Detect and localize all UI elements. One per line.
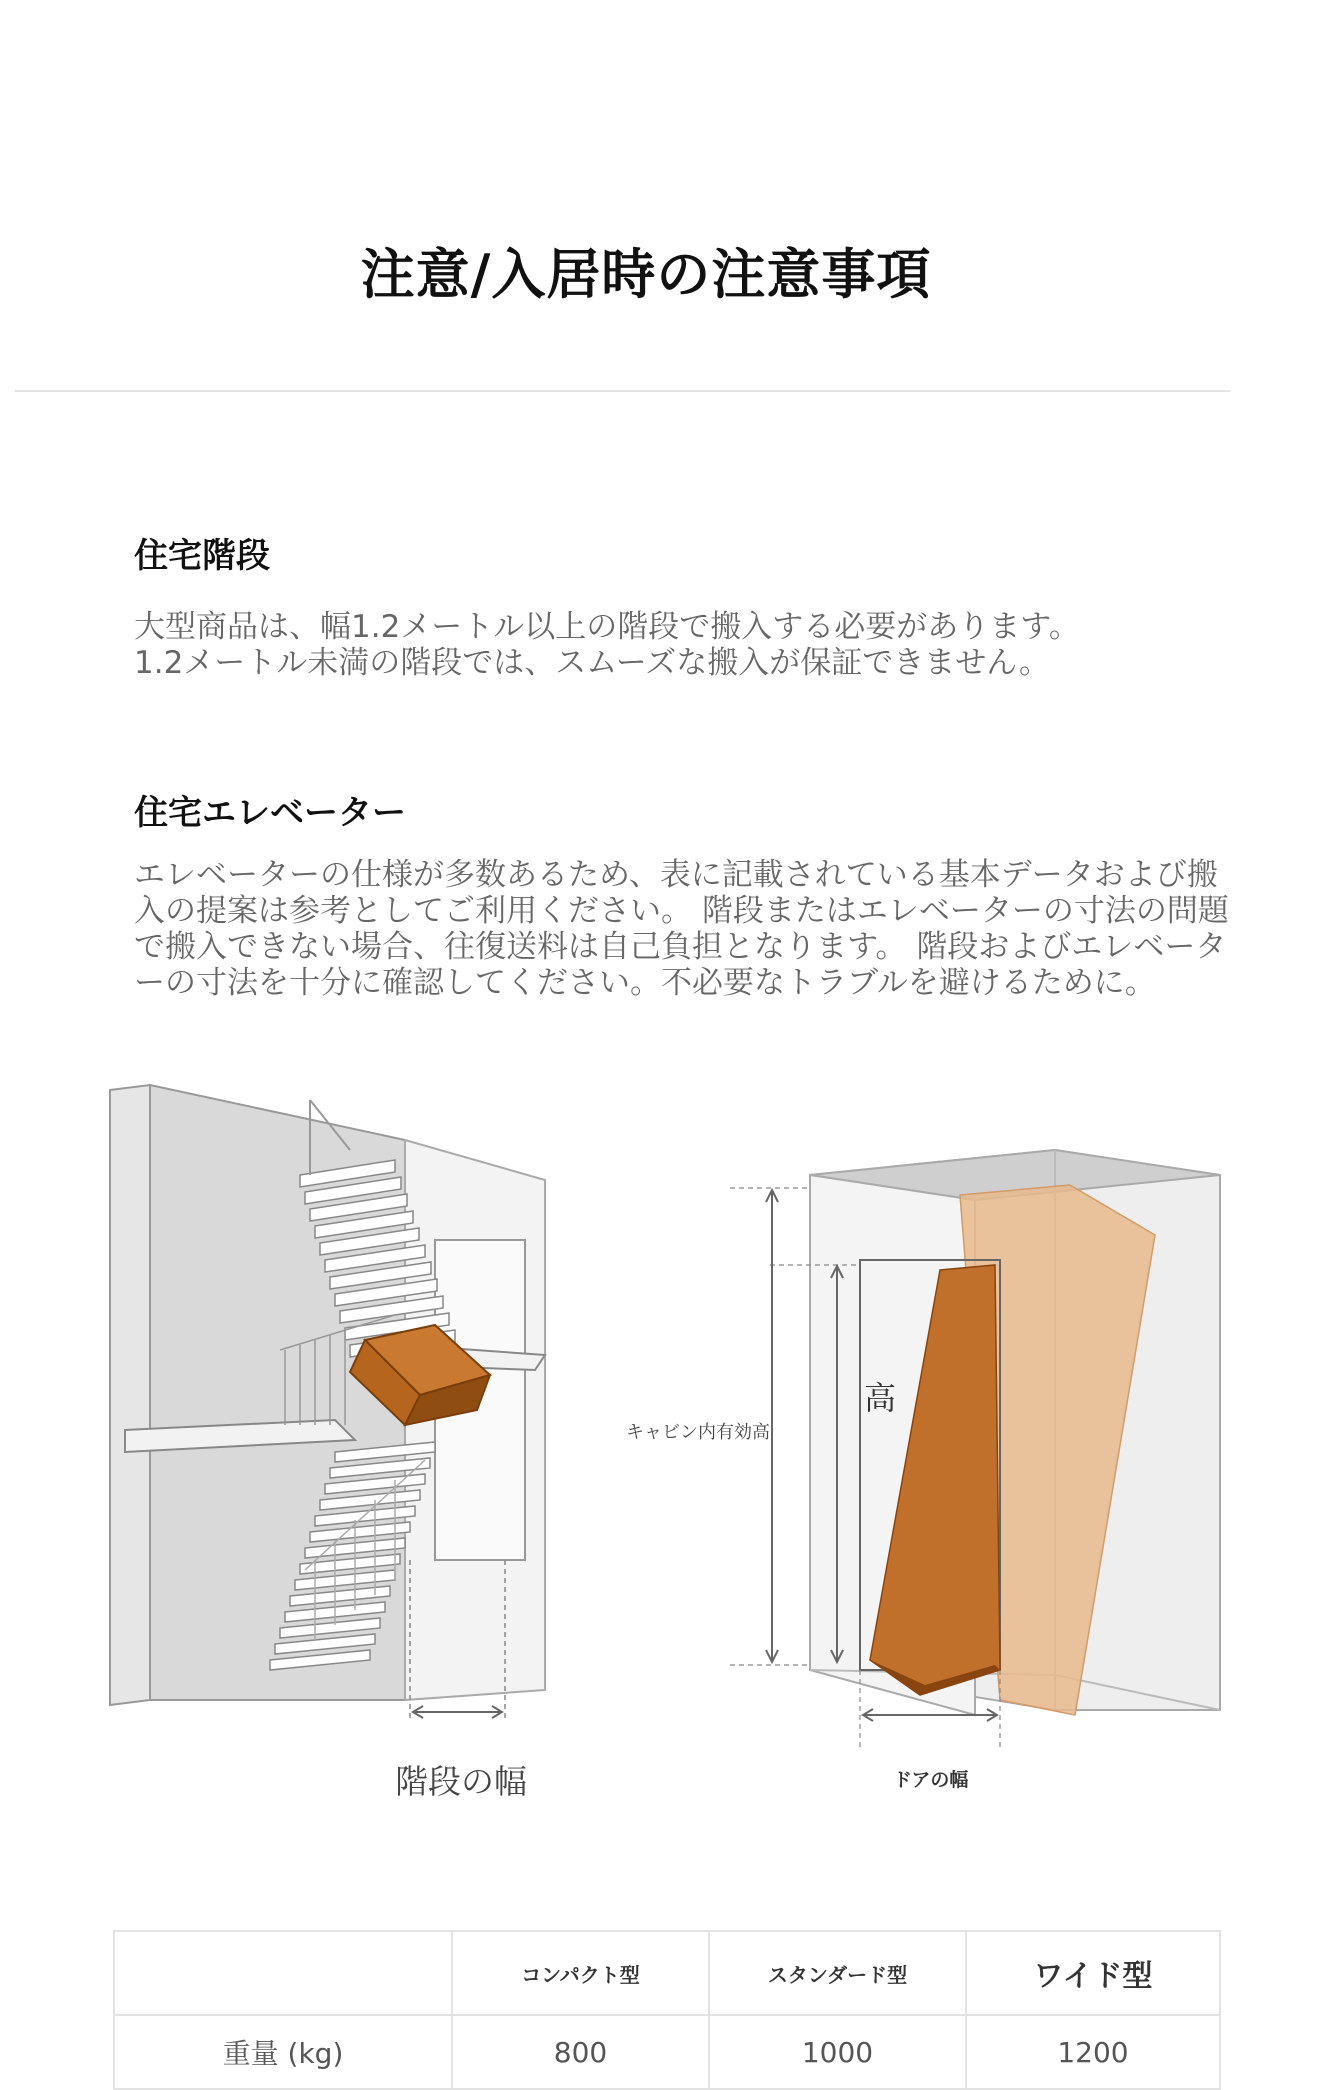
elevator-illustration xyxy=(730,1140,1240,1760)
elevator-line: 入の提案は参考としてご利用ください。 階段またはエレベーターの寸法の問題 xyxy=(134,893,1229,929)
title-divider xyxy=(15,390,1230,392)
table-header-cell: スタンダード型 xyxy=(709,1931,966,2015)
stairs-heading: 住宅階段 xyxy=(134,536,270,576)
stairs-text xyxy=(134,609,1080,681)
table-row xyxy=(114,2015,1220,2089)
elevator-line: ーの寸法を十分に確認してください。不必要なトラブルを避けるために。 xyxy=(134,965,1156,1001)
table-header-cell xyxy=(114,1931,452,2015)
spec-table xyxy=(113,1930,1221,2090)
elevator-heading: 住宅エレベーター xyxy=(134,793,406,833)
table-header-cell: ワイド型 xyxy=(966,1931,1220,2015)
table-cell: 1200 xyxy=(966,2015,1220,2089)
height-label: 高 xyxy=(864,1379,897,1417)
table-header-cell: コンパクト型 xyxy=(452,1931,709,2015)
table-cell: 800 xyxy=(452,2015,709,2089)
door-width-caption: ドアの幅 xyxy=(893,1769,969,1791)
elevator-line: エレベーターの仕様が多数あるため、表に記載されている基本データおよび搬 xyxy=(134,857,1218,893)
page-title: 注意/入居時の注意事項 xyxy=(360,243,932,306)
elevator-text xyxy=(134,857,1229,1001)
stairs-line: 大型商品は、幅1.2メートル以上の階段で搬入する必要があります。 xyxy=(134,609,1080,645)
stair-width-caption: 階段の幅 xyxy=(395,1762,527,1801)
stairs-line: 1.2メートル未満の階段では、スムーズな搬入が保証できません。 xyxy=(134,645,1051,681)
table-header-row xyxy=(114,1931,1220,2015)
table-cell: 1000 xyxy=(709,2015,966,2089)
table-cell: 重量 (kg) xyxy=(114,2015,452,2089)
staircase-illustration xyxy=(105,1080,565,1720)
elevator-line: で搬入できない場合、往復送料は自己負担となります。 階段およびエレベータ xyxy=(134,929,1227,965)
cabin-height-label: キャビン内有効高 xyxy=(626,1422,770,1443)
